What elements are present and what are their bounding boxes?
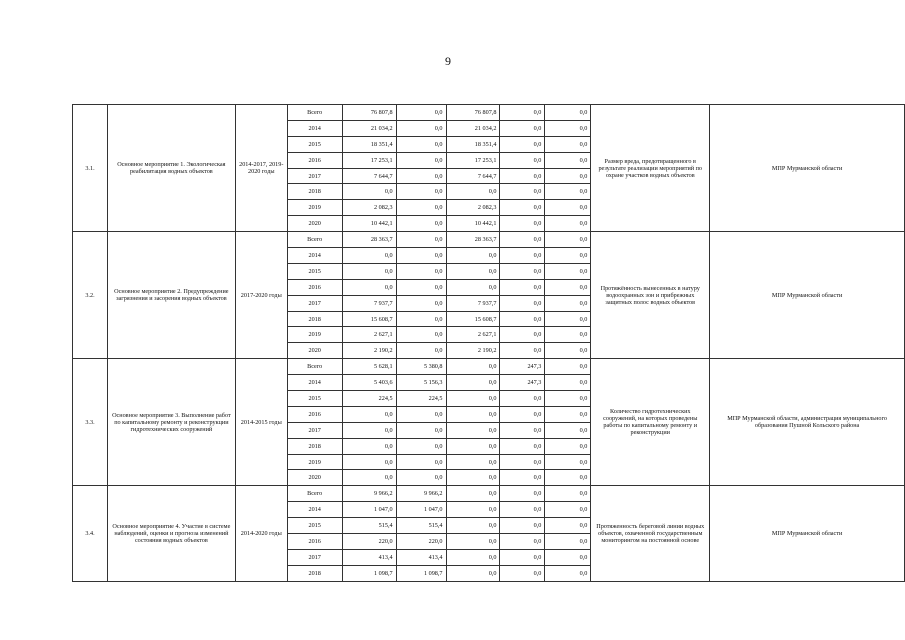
federal-budget-cell: 5 380,8 <box>396 359 446 375</box>
municipal-budget-cell: 0,0 <box>500 534 545 550</box>
year-cell: 2016 <box>287 534 342 550</box>
extrabudgetary-cell: 0,0 <box>545 263 591 279</box>
federal-budget-cell: 1 098,7 <box>396 565 446 581</box>
extrabudgetary-cell: 0,0 <box>545 565 591 581</box>
municipal-budget-cell: 0,0 <box>500 343 545 359</box>
year-cell: 2015 <box>287 391 342 407</box>
total-amount-cell: 0,0 <box>342 422 396 438</box>
regional-budget-cell: 0,0 <box>446 359 500 375</box>
federal-budget-cell: 0,0 <box>396 470 446 486</box>
total-amount-cell: 5 403,6 <box>342 375 396 391</box>
total-amount-cell: 0,0 <box>342 279 396 295</box>
federal-budget-cell: 413,4 <box>396 549 446 565</box>
extrabudgetary-cell: 0,0 <box>545 105 591 121</box>
total-amount-cell: 413,4 <box>342 549 396 565</box>
municipal-budget-cell: 0,0 <box>500 422 545 438</box>
regional-budget-cell: 0,0 <box>446 391 500 407</box>
extrabudgetary-cell: 0,0 <box>545 343 591 359</box>
regional-budget-cell: 0,0 <box>446 422 500 438</box>
total-amount-cell: 18 351,4 <box>342 136 396 152</box>
federal-budget-cell: 1 047,0 <box>396 502 446 518</box>
total-amount-cell: 2 082,3 <box>342 200 396 216</box>
regional-budget-cell: 0,0 <box>446 470 500 486</box>
regional-budget-cell: 0,0 <box>446 375 500 391</box>
municipal-budget-cell: 0,0 <box>500 200 545 216</box>
federal-budget-cell: 0,0 <box>396 248 446 264</box>
extrabudgetary-cell: 0,0 <box>545 136 591 152</box>
federal-budget-cell: 515,4 <box>396 518 446 534</box>
regional-budget-cell: 2 627,1 <box>446 327 500 343</box>
year-cell: 2017 <box>287 168 342 184</box>
federal-budget-cell: 0,0 <box>396 327 446 343</box>
table-row <box>73 359 905 375</box>
total-amount-cell: 10 442,1 <box>342 216 396 232</box>
total-amount-cell: 515,4 <box>342 518 396 534</box>
extrabudgetary-cell: 0,0 <box>545 232 591 248</box>
program-activities-table <box>72 104 905 582</box>
activity-period: 2014-2015 годы <box>235 359 287 486</box>
regional-budget-cell: 0,0 <box>446 184 500 200</box>
activity-period: 2014-2020 годы <box>235 486 287 581</box>
responsible-executor: МПР Мурманской области <box>710 486 905 581</box>
responsible-executor: МПР Мурманской области <box>710 232 905 359</box>
year-cell: 2017 <box>287 549 342 565</box>
municipal-budget-cell: 0,0 <box>500 518 545 534</box>
regional-budget-cell: 21 034,2 <box>446 120 500 136</box>
year-cell: 2017 <box>287 295 342 311</box>
year-cell: 2018 <box>287 311 342 327</box>
year-cell: 2019 <box>287 327 342 343</box>
total-amount-cell: 0,0 <box>342 454 396 470</box>
total-amount-cell: 1 098,7 <box>342 565 396 581</box>
regional-budget-cell: 0,0 <box>446 279 500 295</box>
extrabudgetary-cell: 0,0 <box>545 518 591 534</box>
municipal-budget-cell: 0,0 <box>500 311 545 327</box>
total-amount-cell: 0,0 <box>342 263 396 279</box>
activity-name: Основное мероприятие 1. Экологическая реабилитация водных объектов <box>107 105 235 232</box>
extrabudgetary-cell: 0,0 <box>545 359 591 375</box>
regional-budget-cell: 2 190,2 <box>446 343 500 359</box>
municipal-budget-cell: 0,0 <box>500 184 545 200</box>
total-amount-cell: 7 644,7 <box>342 168 396 184</box>
extrabudgetary-cell: 0,0 <box>545 168 591 184</box>
year-cell: Всего <box>287 232 342 248</box>
regional-budget-cell: 28 363,7 <box>446 232 500 248</box>
year-cell: Всего <box>287 486 342 502</box>
extrabudgetary-cell: 0,0 <box>545 279 591 295</box>
regional-budget-cell: 0,0 <box>446 263 500 279</box>
extrabudgetary-cell: 0,0 <box>545 438 591 454</box>
year-cell: Всего <box>287 359 342 375</box>
regional-budget-cell: 0,0 <box>446 534 500 550</box>
regional-budget-cell: 0,0 <box>446 438 500 454</box>
federal-budget-cell: 0,0 <box>396 311 446 327</box>
regional-budget-cell: 0,0 <box>446 486 500 502</box>
indicator-description: Протяженность береговой линии водных объектов, охваченной государственным мониторингом на постоянной основе <box>591 486 710 581</box>
year-cell: 2014 <box>287 248 342 264</box>
regional-budget-cell: 18 351,4 <box>446 136 500 152</box>
year-cell: 2015 <box>287 518 342 534</box>
municipal-budget-cell: 247,3 <box>500 375 545 391</box>
activity-name: Основное мероприятие 2. Предупреждение загрязнения и засорения водных объектов <box>107 232 235 359</box>
year-cell: 2019 <box>287 454 342 470</box>
year-cell: 2015 <box>287 263 342 279</box>
federal-budget-cell: 0,0 <box>396 406 446 422</box>
regional-budget-cell: 76 807,8 <box>446 105 500 121</box>
municipal-budget-cell: 0,0 <box>500 105 545 121</box>
federal-budget-cell: 0,0 <box>396 216 446 232</box>
table-row <box>73 486 905 502</box>
extrabudgetary-cell: 0,0 <box>545 375 591 391</box>
federal-budget-cell: 0,0 <box>396 263 446 279</box>
regional-budget-cell: 15 608,7 <box>446 311 500 327</box>
total-amount-cell: 76 807,8 <box>342 105 396 121</box>
activity-number: 3.2. <box>73 232 108 359</box>
activity-period: 2014-2017, 2019-2020 годы <box>235 105 287 232</box>
municipal-budget-cell: 0,0 <box>500 549 545 565</box>
year-cell: 2020 <box>287 216 342 232</box>
activity-name: Основное мероприятие 4. Участие в системе наблюдений, оценки и прогноза изменений состояния водных объектов <box>107 486 235 581</box>
federal-budget-cell: 224,5 <box>396 391 446 407</box>
extrabudgetary-cell: 0,0 <box>545 534 591 550</box>
municipal-budget-cell: 0,0 <box>500 438 545 454</box>
year-cell: Всего <box>287 105 342 121</box>
extrabudgetary-cell: 0,0 <box>545 454 591 470</box>
regional-budget-cell: 0,0 <box>446 454 500 470</box>
extrabudgetary-cell: 0,0 <box>545 200 591 216</box>
federal-budget-cell: 0,0 <box>396 232 446 248</box>
activity-name: Основное мероприятие 3. Выполнение работ по капитальному ремонту и реконструкции гидротехнических сооружений <box>107 359 235 486</box>
total-amount-cell: 220,0 <box>342 534 396 550</box>
year-cell: 2020 <box>287 470 342 486</box>
federal-budget-cell: 0,0 <box>396 200 446 216</box>
federal-budget-cell: 0,0 <box>396 168 446 184</box>
federal-budget-cell: 0,0 <box>396 438 446 454</box>
municipal-budget-cell: 247,3 <box>500 359 545 375</box>
extrabudgetary-cell: 0,0 <box>545 120 591 136</box>
regional-budget-cell: 0,0 <box>446 248 500 264</box>
extrabudgetary-cell: 0,0 <box>545 470 591 486</box>
federal-budget-cell: 0,0 <box>396 454 446 470</box>
extrabudgetary-cell: 0,0 <box>545 486 591 502</box>
municipal-budget-cell: 0,0 <box>500 406 545 422</box>
total-amount-cell: 0,0 <box>342 248 396 264</box>
municipal-budget-cell: 0,0 <box>500 136 545 152</box>
indicator-description: Размер вреда, предотвращенного в результате реализации мероприятий по охране участков водных объектов <box>591 105 710 232</box>
year-cell: 2018 <box>287 565 342 581</box>
total-amount-cell: 9 966,2 <box>342 486 396 502</box>
extrabudgetary-cell: 0,0 <box>545 152 591 168</box>
total-amount-cell: 1 047,0 <box>342 502 396 518</box>
federal-budget-cell: 0,0 <box>396 120 446 136</box>
year-cell: 2014 <box>287 375 342 391</box>
municipal-budget-cell: 0,0 <box>500 152 545 168</box>
year-cell: 2014 <box>287 120 342 136</box>
total-amount-cell: 0,0 <box>342 406 396 422</box>
municipal-budget-cell: 0,0 <box>500 295 545 311</box>
regional-budget-cell: 0,0 <box>446 502 500 518</box>
federal-budget-cell: 5 156,3 <box>396 375 446 391</box>
federal-budget-cell: 220,0 <box>396 534 446 550</box>
total-amount-cell: 224,5 <box>342 391 396 407</box>
year-cell: 2015 <box>287 136 342 152</box>
federal-budget-cell: 0,0 <box>396 279 446 295</box>
regional-budget-cell: 0,0 <box>446 549 500 565</box>
municipal-budget-cell: 0,0 <box>500 232 545 248</box>
municipal-budget-cell: 0,0 <box>500 248 545 264</box>
federal-budget-cell: 0,0 <box>396 422 446 438</box>
extrabudgetary-cell: 0,0 <box>545 216 591 232</box>
extrabudgetary-cell: 0,0 <box>545 295 591 311</box>
municipal-budget-cell: 0,0 <box>500 263 545 279</box>
year-cell: 2017 <box>287 422 342 438</box>
municipal-budget-cell: 0,0 <box>500 327 545 343</box>
federal-budget-cell: 0,0 <box>396 343 446 359</box>
extrabudgetary-cell: 0,0 <box>545 549 591 565</box>
year-cell: 2016 <box>287 152 342 168</box>
municipal-budget-cell: 0,0 <box>500 565 545 581</box>
regional-budget-cell: 10 442,1 <box>446 216 500 232</box>
municipal-budget-cell: 0,0 <box>500 168 545 184</box>
municipal-budget-cell: 0,0 <box>500 391 545 407</box>
regional-budget-cell: 0,0 <box>446 565 500 581</box>
indicator-description: Количество гидротехнических сооружений, на которых проведены работы по капитальному ремонту и реконструкции <box>591 359 710 486</box>
page-number: 9 <box>445 54 451 68</box>
year-cell: 2016 <box>287 279 342 295</box>
municipal-budget-cell: 0,0 <box>500 486 545 502</box>
total-amount-cell: 15 608,7 <box>342 311 396 327</box>
activity-number: 3.4. <box>73 486 108 581</box>
extrabudgetary-cell: 0,0 <box>545 311 591 327</box>
regional-budget-cell: 7 644,7 <box>446 168 500 184</box>
extrabudgetary-cell: 0,0 <box>545 184 591 200</box>
extrabudgetary-cell: 0,0 <box>545 391 591 407</box>
table-row <box>73 232 905 248</box>
year-cell: 2018 <box>287 184 342 200</box>
municipal-budget-cell: 0,0 <box>500 502 545 518</box>
regional-budget-cell: 0,0 <box>446 406 500 422</box>
total-amount-cell: 0,0 <box>342 438 396 454</box>
federal-budget-cell: 9 966,2 <box>396 486 446 502</box>
federal-budget-cell: 0,0 <box>396 295 446 311</box>
total-amount-cell: 28 363,7 <box>342 232 396 248</box>
extrabudgetary-cell: 0,0 <box>545 248 591 264</box>
total-amount-cell: 5 628,1 <box>342 359 396 375</box>
regional-budget-cell: 0,0 <box>446 518 500 534</box>
federal-budget-cell: 0,0 <box>396 184 446 200</box>
regional-budget-cell: 2 082,3 <box>446 200 500 216</box>
municipal-budget-cell: 0,0 <box>500 120 545 136</box>
extrabudgetary-cell: 0,0 <box>545 502 591 518</box>
total-amount-cell: 0,0 <box>342 470 396 486</box>
municipal-budget-cell: 0,0 <box>500 470 545 486</box>
indicator-description: Протяжённость вынесенных в натуру водоохранных зон и прибрежных защитных полос водных объектов <box>591 232 710 359</box>
year-cell: 2019 <box>287 200 342 216</box>
total-amount-cell: 17 253,1 <box>342 152 396 168</box>
total-amount-cell: 21 034,2 <box>342 120 396 136</box>
year-cell: 2020 <box>287 343 342 359</box>
federal-budget-cell: 0,0 <box>396 136 446 152</box>
year-cell: 2016 <box>287 406 342 422</box>
total-amount-cell: 0,0 <box>342 184 396 200</box>
federal-budget-cell: 0,0 <box>396 152 446 168</box>
total-amount-cell: 2 190,2 <box>342 343 396 359</box>
regional-budget-cell: 7 937,7 <box>446 295 500 311</box>
activity-period: 2017-2020 годы <box>235 232 287 359</box>
extrabudgetary-cell: 0,0 <box>545 327 591 343</box>
table-body <box>73 105 905 582</box>
extrabudgetary-cell: 0,0 <box>545 422 591 438</box>
municipal-budget-cell: 0,0 <box>500 279 545 295</box>
year-cell: 2014 <box>287 502 342 518</box>
total-amount-cell: 2 627,1 <box>342 327 396 343</box>
municipal-budget-cell: 0,0 <box>500 454 545 470</box>
table-row <box>73 105 905 121</box>
activity-number: 3.3. <box>73 359 108 486</box>
extrabudgetary-cell: 0,0 <box>545 406 591 422</box>
regional-budget-cell: 17 253,1 <box>446 152 500 168</box>
municipal-budget-cell: 0,0 <box>500 216 545 232</box>
federal-budget-cell: 0,0 <box>396 105 446 121</box>
year-cell: 2018 <box>287 438 342 454</box>
responsible-executor: МПР Мурманской области <box>710 105 905 232</box>
activity-number: 3.1. <box>73 105 108 232</box>
total-amount-cell: 7 937,7 <box>342 295 396 311</box>
responsible-executor: МПР Мурманской области, администрация муниципального образования Пушной Кольского района <box>710 359 905 486</box>
